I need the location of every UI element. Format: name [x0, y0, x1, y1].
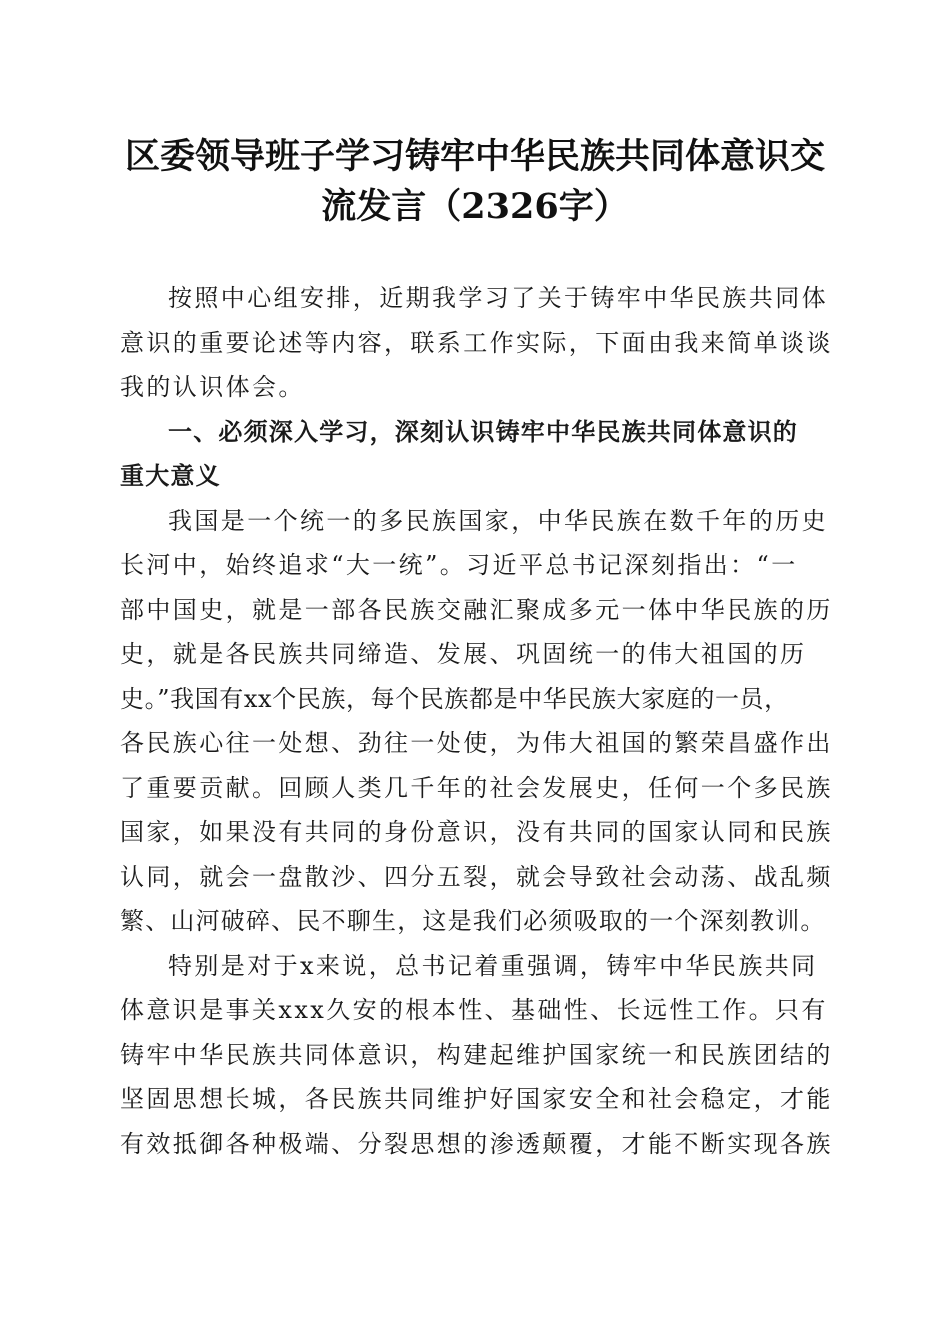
- title-line: 区委领导班子学习铸牢中华民族共同体意识交: [124, 136, 825, 177]
- text-line: 有效抵御各种极端、分裂思想的渗透颠覆，才能不断实现各族: [120, 1129, 833, 1158]
- document-title: [100, 132, 850, 232]
- text-line: 认同，就会一盘散沙、四分五裂，就会导致社会动荡、战乱频: [120, 862, 833, 891]
- text-line: 重大意义: [120, 462, 221, 490]
- text-line: 国家，如果没有共同的身份意识，没有共同的国家认同和民族: [120, 818, 833, 846]
- text-line: 史。”我国有xx个民族，每个民族都是中华民族大家庭的一员，: [120, 684, 789, 713]
- text-line: 铸牢中华民族共同体意识，构建起维护国家统一和民族团结的: [120, 1040, 833, 1069]
- text-line: 繁、山河破碎、民不聊生，这是我们必须吸取的一个深刻教训。: [120, 907, 826, 935]
- text-line: 一、必须深入学习，深刻认识铸牢中华民族共同体意识的: [168, 417, 798, 446]
- text-line: 体意识是事关xxx久安的根本性、基础性、长远性工作。只有: [120, 996, 828, 1024]
- text-line: 意识的重要论述等内容，联系工作实际，下面由我来简单谈谈: [120, 328, 833, 357]
- text-line: 部中国史，就是一部各民族交融汇聚成多元一体中华民族的历: [120, 595, 833, 624]
- body-paragraph: [120, 499, 840, 944]
- text-line: 特别是对于x来说，总书记着重强调，铸牢中华民族共同: [168, 951, 818, 980]
- text-line: 了重要贡献。回顾人类几千年的社会发展史，任何一个多民族: [120, 773, 833, 802]
- text-line: 我的认识体会。: [120, 373, 305, 401]
- body-paragraph: [120, 944, 840, 1167]
- text-line: 史，就是各民族共同缔造、发展、巩固统一的伟大祖国的历: [120, 640, 807, 668]
- document-body: [120, 276, 840, 1166]
- text-line: 各民族心往一处想、劲往一处使，为伟大祖国的繁荣昌盛作出: [120, 729, 833, 757]
- text-line: 长河中，始终追求“大一统”。习近平总书记深刻指出：“一: [120, 551, 798, 579]
- intro-paragraph: [120, 276, 840, 410]
- text-line: 按照中心组安排，近期我学习了关于铸牢中华民族共同体: [168, 284, 828, 312]
- section-heading: [120, 410, 840, 499]
- text-line: 我国是一个统一的多民族国家，中华民族在数千年的历史: [168, 506, 828, 535]
- title-line: 流发言（2326字）: [321, 186, 629, 227]
- text-line: 坚固思想长城，各民族共同维护好国家安全和社会稳定，才能: [120, 1085, 833, 1113]
